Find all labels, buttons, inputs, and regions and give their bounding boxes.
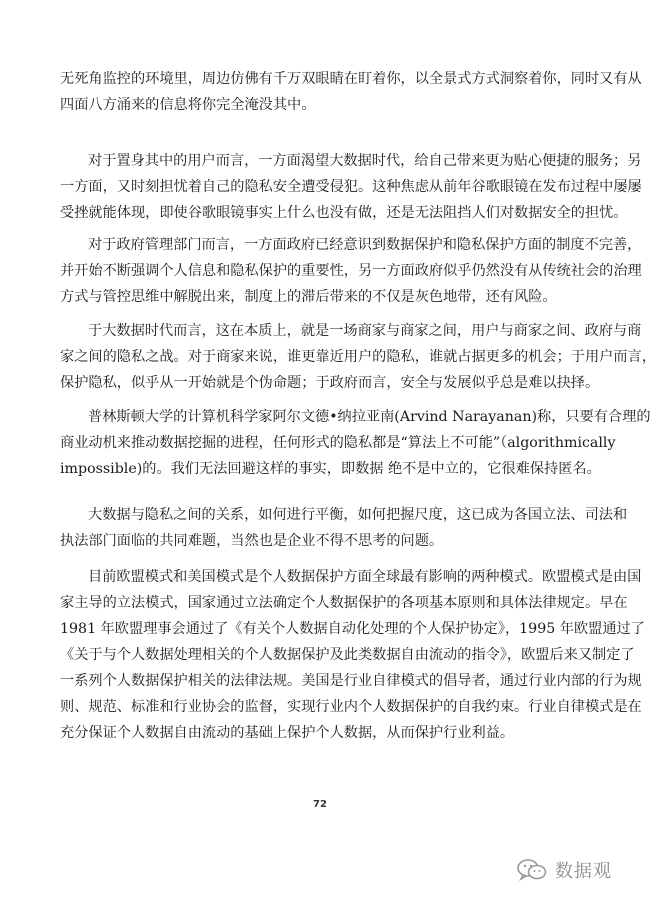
wechat-icon (517, 858, 547, 882)
text-line: 受挫就能体现，即使谷歌眼镜事实上什么也没有做，还是无法阻挡人们对数据安全的担忧。 (60, 205, 628, 221)
watermark-text: 数据观 (555, 861, 612, 882)
text-line: 《关于与个人数据处理相关的个人数据保护及此类数据自由流动的指令》，欧盟后来又制定了 (60, 647, 635, 663)
paragraph (60, 404, 651, 482)
text-line: 对于置身其中的用户而言，一方面渴望大数据时代，给自己带来更为贴心便捷的服务；另 (88, 153, 642, 169)
text-line: 执法部门面临的共同难题，当然也是企业不得不思考的问题。 (60, 533, 444, 549)
text-line: 则、规范、标准和行业协会的监督，实现行业内个人数据保护的自我约束。行业自律模式是在 (60, 699, 642, 715)
paragraph (60, 66, 642, 118)
paragraph (60, 232, 642, 310)
paragraph (60, 148, 642, 226)
text-line: 于大数据时代而言，这在本质上，就是一场商家与商家之间，用户与商家之间、政府与商 (88, 323, 642, 339)
text-line: 家之间的隐私之战。对于商家来说，谁更靠近用户的隐私，谁就占据更多的机会；于用户而言， (60, 349, 656, 365)
text-line: 方式与管控思维中解脱出来，制度上的滞后带来的不仅是灰色地带，还有风险。 (60, 289, 557, 305)
text-line: 一系列个人数据保护相关的法律法规。美国是行业自律模式的倡导者，通过行业内部的行为规 (60, 673, 642, 689)
page-number: 72 (313, 799, 327, 810)
text-line: 大数据与隐私之间的关系，如何进行平衡，如何把握尺度，这已成为各国立法、司法和 (88, 507, 628, 523)
text-line: 保护隐私，似乎从一开始就是个伪命题；于政府而言，安全与发展似乎总是难以抉择。 (60, 375, 600, 391)
text-line: 充分保证个人数据自由流动的基础上保护个人数据，从而保护行业利益。 (60, 725, 515, 741)
text-line: impossible)的。我们无法回避这样的事实，即数据 绝不是中立的，它很难保持匿名。 (60, 461, 601, 477)
text-line: 商业动机来推动数据挖掘的进程，任何形式的隐私都是“算法上不可能”（algorithmically (60, 435, 616, 451)
text-line: 一方面，又时刻担忧着自己的隐私安全遭受侵犯。这种焦虑从前年谷歌眼镜在发布过程中屡屡 (60, 179, 642, 195)
text-line: 家主导的立法模式，国家通过立法确定个人数据保护的各项基本原则和具体法律规定。早在 (60, 595, 628, 611)
text-line: 并开始不断强调个人信息和隐私保护的重要性，另一方面政府似乎仍然没有从传统社会的治理 (60, 263, 642, 279)
paragraph (60, 564, 645, 746)
text-line: 1981 年欧盟理事会通过了《有关个人数据自动化处理的个人保护协定》，1995 年欧盟通过了 (60, 621, 645, 637)
paragraph (60, 318, 656, 396)
text-line: 无死角监控的环境里，周边仿佛有千万双眼睛在盯着你，以全景式方式洞察着你，同时又有从 (60, 71, 642, 87)
watermark (517, 857, 612, 883)
text-line: 四面八方涌来的信息将你完全淹没其中。 (60, 97, 316, 113)
paragraph (60, 502, 628, 554)
text-line: 目前欧盟模式和美国模式是个人数据保护方面全球最有影响的两种模式。欧盟模式是由国 (88, 569, 642, 585)
text-line: 对于政府管理部门而言，一方面政府已经意识到数据保护和隐私保护方面的制度不完善， (88, 237, 642, 253)
text-line: 普林斯顿大学的计算机科学家阿尔文德•纳拉亚南(Arvind Narayanan)称，只要有合理的 (88, 409, 651, 425)
